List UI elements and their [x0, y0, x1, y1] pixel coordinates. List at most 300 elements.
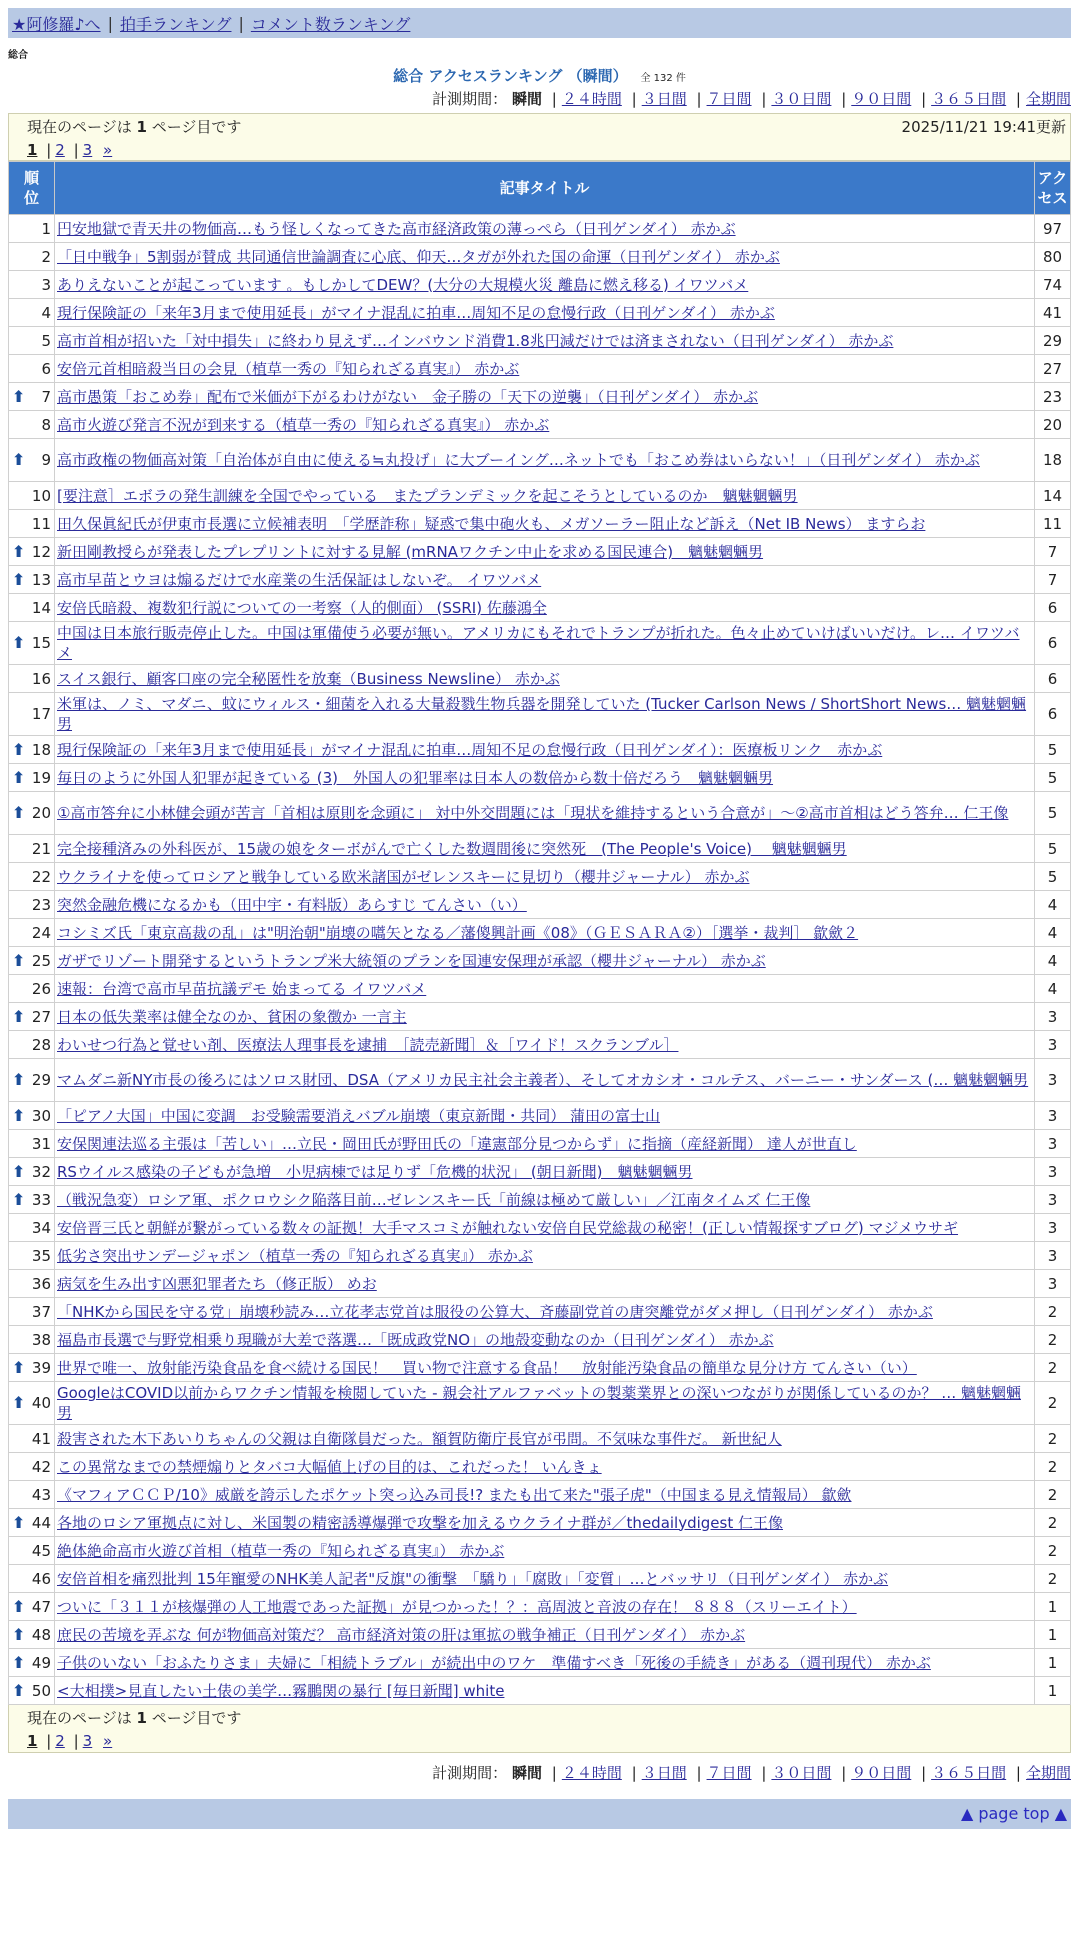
pager-page-3[interactable]: 3 [82, 141, 93, 159]
table-row [9, 1130, 1071, 1158]
rank-cell [9, 566, 55, 594]
access-count: 5 [1035, 835, 1071, 863]
table-row [9, 947, 1071, 975]
access-count: 3 [1035, 1059, 1071, 1102]
rank-up-arrow-icon: ⬆ [12, 541, 26, 561]
rank-number: 49 [31, 1653, 51, 1672]
rank-cell [9, 1102, 55, 1130]
article-title-link[interactable]: 安保関連法巡る主張は「苦しい」…立民・岡田氏が野田氏の「違憲部分見つからず」に指摘（産経新聞） 達人が世直し [57, 1134, 857, 1153]
rank-cell [9, 1593, 55, 1621]
table-row [9, 764, 1071, 792]
period-90d[interactable]: ９０日間 [851, 90, 912, 108]
table-row [9, 1453, 1071, 1481]
title-cell [55, 566, 1035, 594]
article-title-link[interactable]: RSウイルス感染の子どもが急増 小児病棟では足りず「危機的状況」 (朝日新聞) 魑魅魍魎男 [57, 1162, 693, 1181]
title-cell [55, 510, 1035, 538]
title-cell [55, 764, 1035, 792]
period-selector-top: 計測期間： 瞬間 | ２４時間 | ３日間 | ７日間 | ３０日間 | ９０日間 | ３６５日間 | 全期間 [432, 90, 1071, 108]
table-row [9, 1649, 1071, 1677]
access-count: 3 [1035, 1242, 1071, 1270]
rank-number: 29 [31, 1071, 51, 1089]
page-info-bottom [8, 1705, 1071, 1753]
access-count: 7 [1035, 538, 1071, 566]
rank-number: 25 [31, 951, 51, 970]
header-rank: 順位 [9, 162, 55, 215]
rank-number: 17 [31, 705, 51, 723]
rank-number: 26 [31, 979, 51, 998]
article-title-link[interactable]: 毎日のように外国人犯罪が起きている (3) 外国人の犯罪率は日本人の数倍から数十倍だろう 魑魅魍魎男 [57, 768, 774, 787]
title-cell [55, 1242, 1035, 1270]
title-cell [55, 439, 1035, 482]
pager-page-2[interactable]: 2 [55, 1732, 65, 1750]
article-title-link[interactable]: ガザでリゾート開発するというトランプ米大統領のプランを国連安保理が承認（櫻井ジャーナル） 赤かぶ [57, 951, 766, 970]
title-cell [55, 1481, 1035, 1509]
period-3d[interactable]: ３日間 [641, 90, 687, 108]
title-cell [55, 835, 1035, 863]
rank-number: 32 [31, 1162, 51, 1181]
title-cell [55, 1425, 1035, 1453]
article-title-link[interactable]: 円安地獄で青天井の物価高…もう怪しくなってきた高市経済政策の薄っぺら（日刊ゲンダイ） 赤かぶ [57, 219, 736, 238]
rank-cell [9, 1326, 55, 1354]
table-row [9, 1621, 1071, 1649]
rank-number: 50 [31, 1681, 51, 1700]
article-title-link[interactable]: わいせつ行為と覚せい剤、医療法人理事長を逮捕 ［読売新聞］＆［ワイド！スクランブル］ [57, 1035, 679, 1054]
rank-up-arrow-icon: ⬆ [12, 386, 26, 406]
rank-cell [9, 1130, 55, 1158]
access-count: 3 [1035, 1270, 1071, 1298]
period-7d[interactable]: ７日間 [706, 90, 752, 108]
title-cell [55, 1270, 1035, 1298]
comment-ranking-link[interactable]: コメント数ランキング [250, 14, 411, 34]
rank-cell [9, 594, 55, 622]
title-cell [55, 736, 1035, 764]
table-row [9, 411, 1071, 439]
access-count: 1 [1035, 1593, 1071, 1621]
top-nav [8, 8, 1071, 38]
title-cell [55, 622, 1035, 665]
article-title-link[interactable]: 米軍は、ノミ、マダニ、蚊にウィルス・細菌を入れる大量殺戮生物兵器を開発していた (Tucker Carlson News / ShortShort News… 魑魅魍魎男 [57, 695, 1027, 733]
article-title-link[interactable]: 現行保険証の「来年3月まで使用延長」がマイナ混乱に拍車…周知不足の怠慢行政（日刊ゲンダイ） 赤かぶ [57, 303, 775, 322]
rank-up-arrow-icon: ⬆ [12, 767, 26, 787]
rank-up-arrow-icon: ⬆ [12, 1161, 26, 1181]
access-count: 4 [1035, 891, 1071, 919]
ranking-table [8, 161, 1071, 1705]
rank-cell [9, 1649, 55, 1677]
title-cell [55, 215, 1035, 243]
rank-cell [9, 1481, 55, 1509]
article-title-link[interactable]: 各地のロシア軍拠点に対し、米国製の精密誘導爆弾で攻撃を加えるウクライナ群が／thedailydigest 仁王像 [57, 1513, 783, 1532]
rank-number: 16 [31, 669, 51, 688]
access-count: 7 [1035, 566, 1071, 594]
rank-cell [9, 919, 55, 947]
access-count: 4 [1035, 975, 1071, 1003]
rank-number: 21 [31, 839, 51, 858]
rank-number: 23 [31, 895, 51, 914]
access-count: 2 [1035, 1481, 1071, 1509]
table-row [9, 1565, 1071, 1593]
title-cell [55, 411, 1035, 439]
access-count: 1 [1035, 1677, 1071, 1705]
article-title-link[interactable]: [要注意］エボラの発生訓練を全国でやっている またプランデミックを起こそうとしているのか 魑魅魍魎男 [57, 486, 798, 505]
rank-cell [9, 1354, 55, 1382]
period-90d[interactable]: ９０日間 [851, 1764, 912, 1782]
pager-page-3[interactable]: 3 [82, 1732, 93, 1750]
table-row [9, 693, 1071, 736]
rank-up-arrow-icon: ⬆ [12, 1512, 26, 1532]
table-row [9, 919, 1071, 947]
rank-up-arrow-icon: ⬆ [12, 450, 26, 469]
article-title-link[interactable]: スイス銀行、顧客口座の完全秘匿性を放棄（Business Newsline） 赤かぶ [57, 669, 560, 688]
access-count: 5 [1035, 792, 1071, 835]
rank-up-arrow-icon: ⬆ [12, 569, 26, 589]
rank-number: 11 [31, 514, 51, 533]
access-count: 2 [1035, 1537, 1071, 1565]
table-row [9, 622, 1071, 665]
table-row [9, 736, 1071, 764]
rank-number: 33 [31, 1190, 51, 1209]
rank-cell [9, 271, 55, 299]
rank-number: 40 [31, 1394, 51, 1412]
period-3d[interactable]: ３日間 [641, 1764, 687, 1782]
rank-up-arrow-icon: ⬆ [12, 633, 26, 652]
title-cell [55, 1214, 1035, 1242]
period-7d[interactable]: ７日間 [706, 1764, 752, 1782]
article-title-link[interactable]: 高市火遊び発言不況が到来する（植草一秀の『知られざる真実』） 赤かぶ [57, 415, 550, 434]
rank-up-arrow-icon: ⬆ [12, 1357, 26, 1377]
article-title-link[interactable]: 新田剛教授らが発表したプレプリントに対する見解 (mRNAワクチン中止を求める国民連合) 魑魅魍魎男 [57, 542, 764, 561]
rank-number: 9 [41, 451, 51, 469]
article-title-link[interactable]: 「日中戦争」5割弱が賛成 共同通信世論調査に心底、仰天…タガが外れた国の命運（日刊ゲンダイ） 赤かぶ [57, 247, 780, 266]
pager-page-2[interactable]: 2 [55, 141, 65, 159]
article-title-link[interactable]: 突然金融危機になるかも（田中宇・有料版）あらすじ てんさい（い） [57, 895, 527, 914]
access-count: 2 [1035, 1425, 1071, 1453]
rank-up-arrow-icon: ⬆ [12, 1006, 26, 1026]
rank-cell [9, 1214, 55, 1242]
rank-number: 28 [31, 1035, 51, 1054]
table-row [9, 863, 1071, 891]
article-title-link[interactable]: 日本の低失業率は健全なのか、貧困の象徴か 一言主 [57, 1007, 407, 1026]
article-title-link[interactable]: この異常なまでの禁煙煽りとタバコ大幅値上げの目的は、これだった！ いんきょ [57, 1457, 602, 1476]
rank-number: 15 [31, 634, 51, 652]
access-count: 97 [1035, 215, 1071, 243]
table-row [9, 835, 1071, 863]
table-row [9, 1481, 1071, 1509]
table-row [9, 1326, 1071, 1354]
table-row [9, 1593, 1071, 1621]
rank-cell [9, 622, 55, 665]
rank-cell [9, 792, 55, 835]
rank-cell [9, 947, 55, 975]
header-title: 記事タイトル [55, 162, 1035, 215]
table-row [9, 383, 1071, 411]
access-count: 41 [1035, 299, 1071, 327]
current-page-text: 現在のページは 1 ページ目です [27, 1709, 242, 1727]
access-count: 6 [1035, 622, 1071, 665]
period-all[interactable]: 全期間 [1025, 90, 1071, 108]
access-count: 3 [1035, 1003, 1071, 1031]
period-30d[interactable]: ３０日間 [771, 1764, 832, 1782]
title-cell [55, 355, 1035, 383]
access-count: 27 [1035, 355, 1071, 383]
table-row [9, 510, 1071, 538]
article-title-link[interactable]: 安倍氏暗殺、複数犯行説についての一考察（人的側面） (SSRI) 佐藤鴻全 [57, 598, 547, 617]
rank-number: 45 [31, 1541, 51, 1560]
home-link[interactable]: ★阿修羅♪へ [12, 14, 101, 34]
period-current: 瞬間 [511, 1764, 542, 1782]
article-title-link[interactable]: コシミズ氏「東京高裁の乱」は"明治朝"崩壊の嚆矢となる／藩傻興計画《08》（ＧＥＳＡＲＡ②）［選挙・裁判］ 歙歛２ [57, 923, 859, 942]
table-row [9, 1677, 1071, 1705]
article-title-link[interactable]: 世界で唯一、放射能汚染食品を食べ続ける国民！ 買い物で注意する食品！ 放射能汚染食品の簡単な見分け方 てんさい（い） [57, 1358, 917, 1377]
title-cell [55, 1326, 1035, 1354]
title-cell [55, 1059, 1035, 1102]
table-row [9, 439, 1071, 482]
title-cell [55, 1186, 1035, 1214]
title-cell [55, 538, 1035, 566]
table-row [9, 1382, 1071, 1425]
table-row [9, 1003, 1071, 1031]
rank-cell [9, 1270, 55, 1298]
article-title-link[interactable]: 「ピアノ大国」中国に変調 お受験需要消えバブル崩壊（東京新聞・共同） 蒲田の富士山 [57, 1106, 660, 1125]
article-title-link[interactable]: 子供のいない「おふたりさま」夫婦に「相続トラブル」が続出中のワケ 準備すべき「死後の手続き」がある（週刊現代） 赤かぶ [57, 1653, 931, 1672]
rank-cell [9, 1298, 55, 1326]
article-title-link[interactable]: 庶民の苦境を弄ぶな 何が物価高対策だ？ 高市経済対策の肝は軍拡の戦争補正（日刊ゲンダイ） 赤かぶ [57, 1625, 746, 1644]
access-count: 6 [1035, 693, 1071, 736]
access-count: 5 [1035, 736, 1071, 764]
rank-number: 13 [31, 570, 51, 589]
period-label: 計測期間： [432, 1764, 508, 1782]
access-count: 2 [1035, 1453, 1071, 1481]
article-title-link[interactable]: 福島市長選で与野党相乗り現職が大差で落選…「既成政党NO」の地殻変動なのか（日刊ゲンダイ） 赤かぶ [57, 1330, 774, 1349]
access-count: 18 [1035, 439, 1071, 482]
article-title-link[interactable]: 速報：台湾で高市早苗抗議デモ 始まってる イワツバメ [57, 979, 427, 998]
rank-number: 38 [31, 1330, 51, 1349]
rank-up-arrow-icon: ⬆ [12, 1652, 26, 1672]
title-cell [55, 1382, 1035, 1425]
rank-cell [9, 1158, 55, 1186]
access-count: 6 [1035, 665, 1071, 693]
article-title-link[interactable]: <大相撲>見直したい土俵の美学…霧鵬関の暴行 [毎日新聞] white [57, 1681, 505, 1700]
title-cell [55, 1593, 1035, 1621]
rank-cell [9, 510, 55, 538]
section-label: 総合 [8, 50, 28, 61]
title-cell [55, 1102, 1035, 1130]
article-title-link[interactable]: マムダニ新NY市長の後ろにはソロス財団、DSA（アメリカ民主社会主義者）、そしてオカシオ・コルテス、バーニー・サンダース (… 魑魅魍魎男 [57, 1071, 1029, 1089]
article-title-link[interactable]: 殺害された木下あいりちゃんの父親は自衛隊員だった。額賀防衛庁長官が弔問。不気味な事件だ。 新世紀人 [57, 1429, 782, 1448]
access-count: 14 [1035, 482, 1071, 510]
table-row [9, 1186, 1071, 1214]
rank-number: 48 [31, 1625, 51, 1644]
rank-up-arrow-icon: ⬆ [12, 1624, 26, 1644]
rank-cell [9, 299, 55, 327]
rank-number: 41 [31, 1429, 51, 1448]
rank-number: 46 [31, 1569, 51, 1588]
rank-cell [9, 243, 55, 271]
article-title-link[interactable]: ①高市答弁に小林健会頭が苦言「首相は原則を念頭に」 対中外交問題には「現状を維持するという合意が」～②高市首相はどう答弁… 仁王像 [57, 804, 1009, 822]
rank-cell [9, 1382, 55, 1425]
rank-cell [9, 215, 55, 243]
rank-number: 43 [31, 1485, 51, 1504]
rank-number: 1 [41, 219, 51, 238]
access-count: 3 [1035, 1102, 1071, 1130]
header-access: アクセス [1035, 162, 1071, 215]
rank-up-arrow-icon: ⬆ [12, 950, 26, 970]
rank-number: 24 [31, 923, 51, 942]
period-24h[interactable]: ２４時間 [561, 90, 622, 108]
title-cell [55, 975, 1035, 1003]
article-title-link[interactable]: 高市早苗とウヨは煽るだけで水産業の生活保証はしないぞ。 イワツバメ [57, 570, 542, 589]
updated-timestamp: 2025/11/21 19:41更新 [901, 118, 1066, 136]
rank-number: 20 [31, 804, 51, 822]
rank-number: 37 [31, 1302, 51, 1321]
rank-number: 18 [31, 740, 51, 759]
table-row [9, 1102, 1071, 1130]
article-title-link[interactable]: ウクライナを使ってロシアと戦争している欧米諸国がゼレンスキーに見切り（櫻井ジャーナル） 赤かぶ [57, 867, 750, 886]
nav-separator: | [107, 13, 113, 33]
table-row [9, 1425, 1071, 1453]
article-title-link[interactable]: ついに「３１１が核爆弾の人工地震であった証拠」が見つかった！？：高周波と音波の存在！ ８８８（スリーエイト） [57, 1597, 857, 1616]
title-row [8, 65, 1071, 87]
article-title-link[interactable]: 低劣さ突出サンデージャポン（植草一秀の『知られざる真実』） 赤かぶ [57, 1246, 533, 1265]
table-row [9, 1059, 1071, 1102]
rank-number: 31 [31, 1134, 51, 1153]
access-count: 2 [1035, 1298, 1071, 1326]
current-page-text: 現在のページは 1 ページ目です [27, 118, 242, 136]
rank-number: 8 [41, 415, 51, 434]
title-cell [55, 665, 1035, 693]
title-cell [55, 1621, 1035, 1649]
article-title-link[interactable]: 安倍首相を痛烈批判 15年寵愛のNHK美人記者"反旗"の衝撃 「驕り」「腐敗」「変質」…とバッサリ（日刊ゲンダイ） 赤かぶ [57, 1569, 889, 1588]
title-cell [55, 271, 1035, 299]
access-count: 1 [1035, 1649, 1071, 1677]
article-title-link[interactable]: ありえないことが起こっています 。もしかしてDEW？(大分の大規模火災 離島に燃え移る) イワツバメ [57, 275, 749, 294]
table-row [9, 1158, 1071, 1186]
table-row [9, 792, 1071, 835]
article-title-link[interactable]: 高市愚策「おこめ券」配布で米価が下がるわけがない 金子勝の「天下の逆襲」（日刊ゲンダイ） 赤かぶ [57, 387, 759, 406]
article-title-link[interactable]: 安倍晋三氏と朝鮮が繋がっている数々の証拠！大手マスコミが触れない安倍自民党総裁の秘密！(正しい情報探すブログ) マジメウサギ [57, 1218, 959, 1237]
period-all[interactable]: 全期間 [1025, 1764, 1071, 1782]
rank-cell [9, 439, 55, 482]
applause-ranking-link[interactable]: 拍手ランキング [119, 14, 232, 34]
rank-cell [9, 891, 55, 919]
title-cell [55, 891, 1035, 919]
article-title-link[interactable]: 絶体絶命高市火遊び首相（植草一秀の『知られざる真実』） 赤かぶ [57, 1541, 505, 1560]
access-count: 4 [1035, 919, 1071, 947]
table-row [9, 891, 1071, 919]
article-title-link[interactable]: 「NHKから国民を守る党」崩壊秒読み…立花孝志党首は服役の公算大、斉藤副党首の唐突離党がダメ押し（日刊ゲンダイ） 赤かぶ [57, 1302, 933, 1321]
article-title-link[interactable]: 安倍元首相暗殺当日の会見（植草一秀の『知られざる真実』） 赤かぶ [57, 359, 520, 378]
rank-cell [9, 693, 55, 736]
title-cell [55, 1298, 1035, 1326]
pager-current: 1 [27, 141, 38, 159]
table-row [9, 538, 1071, 566]
rank-up-arrow-icon: ⬆ [12, 1070, 26, 1089]
period-365d[interactable]: ３６５日間 [931, 1764, 1007, 1782]
title-cell [55, 863, 1035, 891]
title-cell [55, 1003, 1035, 1031]
rank-number: 35 [31, 1246, 51, 1265]
table-row [9, 975, 1071, 1003]
access-count: 20 [1035, 411, 1071, 439]
rank-number: 47 [31, 1597, 51, 1616]
rank-up-arrow-icon: ⬆ [12, 803, 26, 822]
rank-cell [9, 1621, 55, 1649]
access-count: 74 [1035, 271, 1071, 299]
pager-next[interactable]: » [103, 141, 113, 159]
rank-cell [9, 1677, 55, 1705]
article-title-link[interactable]: 現行保険証の「来年3月まで使用延長」がマイナ混乱に拍車…周知不足の怠慢行政（日刊ゲンダイ）：医療板リンク 赤かぶ [57, 740, 883, 759]
rank-number: 42 [31, 1457, 51, 1476]
page-title: 総合 アクセスランキング （瞬間） [393, 67, 628, 85]
access-count: 2 [1035, 1565, 1071, 1593]
rank-cell [9, 764, 55, 792]
article-title-link[interactable]: 高市政権の物価高対策「自治体が自由に使える≒丸投げ」に大ブーイング…ネットでも「おこめ券はいらない！」（日刊ゲンダイ） 赤かぶ [57, 451, 980, 469]
title-cell [55, 1537, 1035, 1565]
period-selector-bottom: 計測期間： 瞬間 | ２４時間 | ３日間 | ７日間 | ３０日間 | ９０日間 | ３６５日間 | 全期間 [432, 1764, 1071, 1782]
rank-up-arrow-icon: ⬆ [12, 1680, 26, 1700]
article-title-link[interactable]: 病気を生み出す凶悪犯罪者たち（修正版） めお [57, 1274, 377, 1293]
title-cell [55, 1031, 1035, 1059]
title-cell [55, 1677, 1035, 1705]
rank-cell [9, 975, 55, 1003]
table-row [9, 1270, 1071, 1298]
access-count: 2 [1035, 1326, 1071, 1354]
article-title-link[interactable]: 《マフィアＣＣＰ/10》威厳を誇示したポケット突っ込み司長!? またも出て来た"張子虎"（中国まる見え情報局） 歙歛 [57, 1485, 852, 1504]
rank-number: 27 [31, 1007, 51, 1026]
page-info-top [8, 113, 1071, 161]
access-count: 3 [1035, 1186, 1071, 1214]
article-title-link[interactable]: 田久保眞紀氏が伊東市長選に立候補表明 「学歴詐称」疑惑で集中砲火も、メガソーラー阻止など訴え（Net IB News） ますらお [57, 514, 926, 533]
pager-top: 1 | 2 | 3 » [27, 141, 113, 159]
title-cell [55, 919, 1035, 947]
period-365d[interactable]: ３６５日間 [931, 90, 1007, 108]
title-cell [55, 482, 1035, 510]
access-count: 1 [1035, 1621, 1071, 1649]
pager-bottom: 1 | 2 | 3 » [27, 1732, 113, 1750]
period-30d[interactable]: ３０日間 [771, 90, 832, 108]
access-count: 5 [1035, 863, 1071, 891]
rank-cell [9, 863, 55, 891]
page-top-link[interactable]: ▲ page top ▲ [960, 1804, 1067, 1823]
rank-number: 12 [31, 542, 51, 561]
rank-cell [9, 1003, 55, 1031]
rank-cell [9, 355, 55, 383]
pager-next[interactable]: » [103, 1732, 113, 1750]
rank-cell [9, 482, 55, 510]
title-cell [55, 1158, 1035, 1186]
article-title-link[interactable]: 完全接種済みの外科医が、15歳の娘をターボがんで亡くした数週間後に突然死 (The People's Voice) 魑魅魍魎男 [57, 839, 847, 858]
article-title-link[interactable]: 中国は日本旅行販売停止した。中国は軍備使う必要が無い。アメリカにもそれでトランプが折れた。色々止めていけばいいだけ。レ… イワツバメ [57, 624, 1020, 662]
access-count: 2 [1035, 1354, 1071, 1382]
period-24h[interactable]: ２４時間 [561, 1764, 622, 1782]
title-cell [55, 693, 1035, 736]
article-title-link[interactable]: （戦況急変）ロシア軍、ポクロウシク陥落目前…ゼレンスキー氏「前線は極めて厳しい」／江南タイムズ 仁王像 [57, 1190, 811, 1209]
access-count: 3 [1035, 1214, 1071, 1242]
table-row [9, 271, 1071, 299]
access-count: 4 [1035, 947, 1071, 975]
rank-cell [9, 1031, 55, 1059]
title-cell [55, 594, 1035, 622]
article-title-link[interactable]: GoogleはCOVID以前からワクチン情報を検閲していた - 親会社アルファベットの製薬業界との深いつながりが関係しているのか？ … 魑魅魍魎男 [57, 1384, 1021, 1422]
rank-number: 3 [41, 275, 51, 294]
rank-number: 14 [31, 598, 51, 617]
table-row [9, 1298, 1071, 1326]
article-title-link[interactable]: 高市首相が招いた「対中損失」に終わり見えず…インバウンド消費1.8兆円減だけでは済まされない（日刊ゲンダイ） 赤かぶ [57, 331, 894, 350]
rank-number: 6 [41, 359, 51, 378]
access-count: 23 [1035, 383, 1071, 411]
rank-number: 34 [31, 1218, 51, 1237]
rank-cell [9, 383, 55, 411]
access-count: 6 [1035, 594, 1071, 622]
